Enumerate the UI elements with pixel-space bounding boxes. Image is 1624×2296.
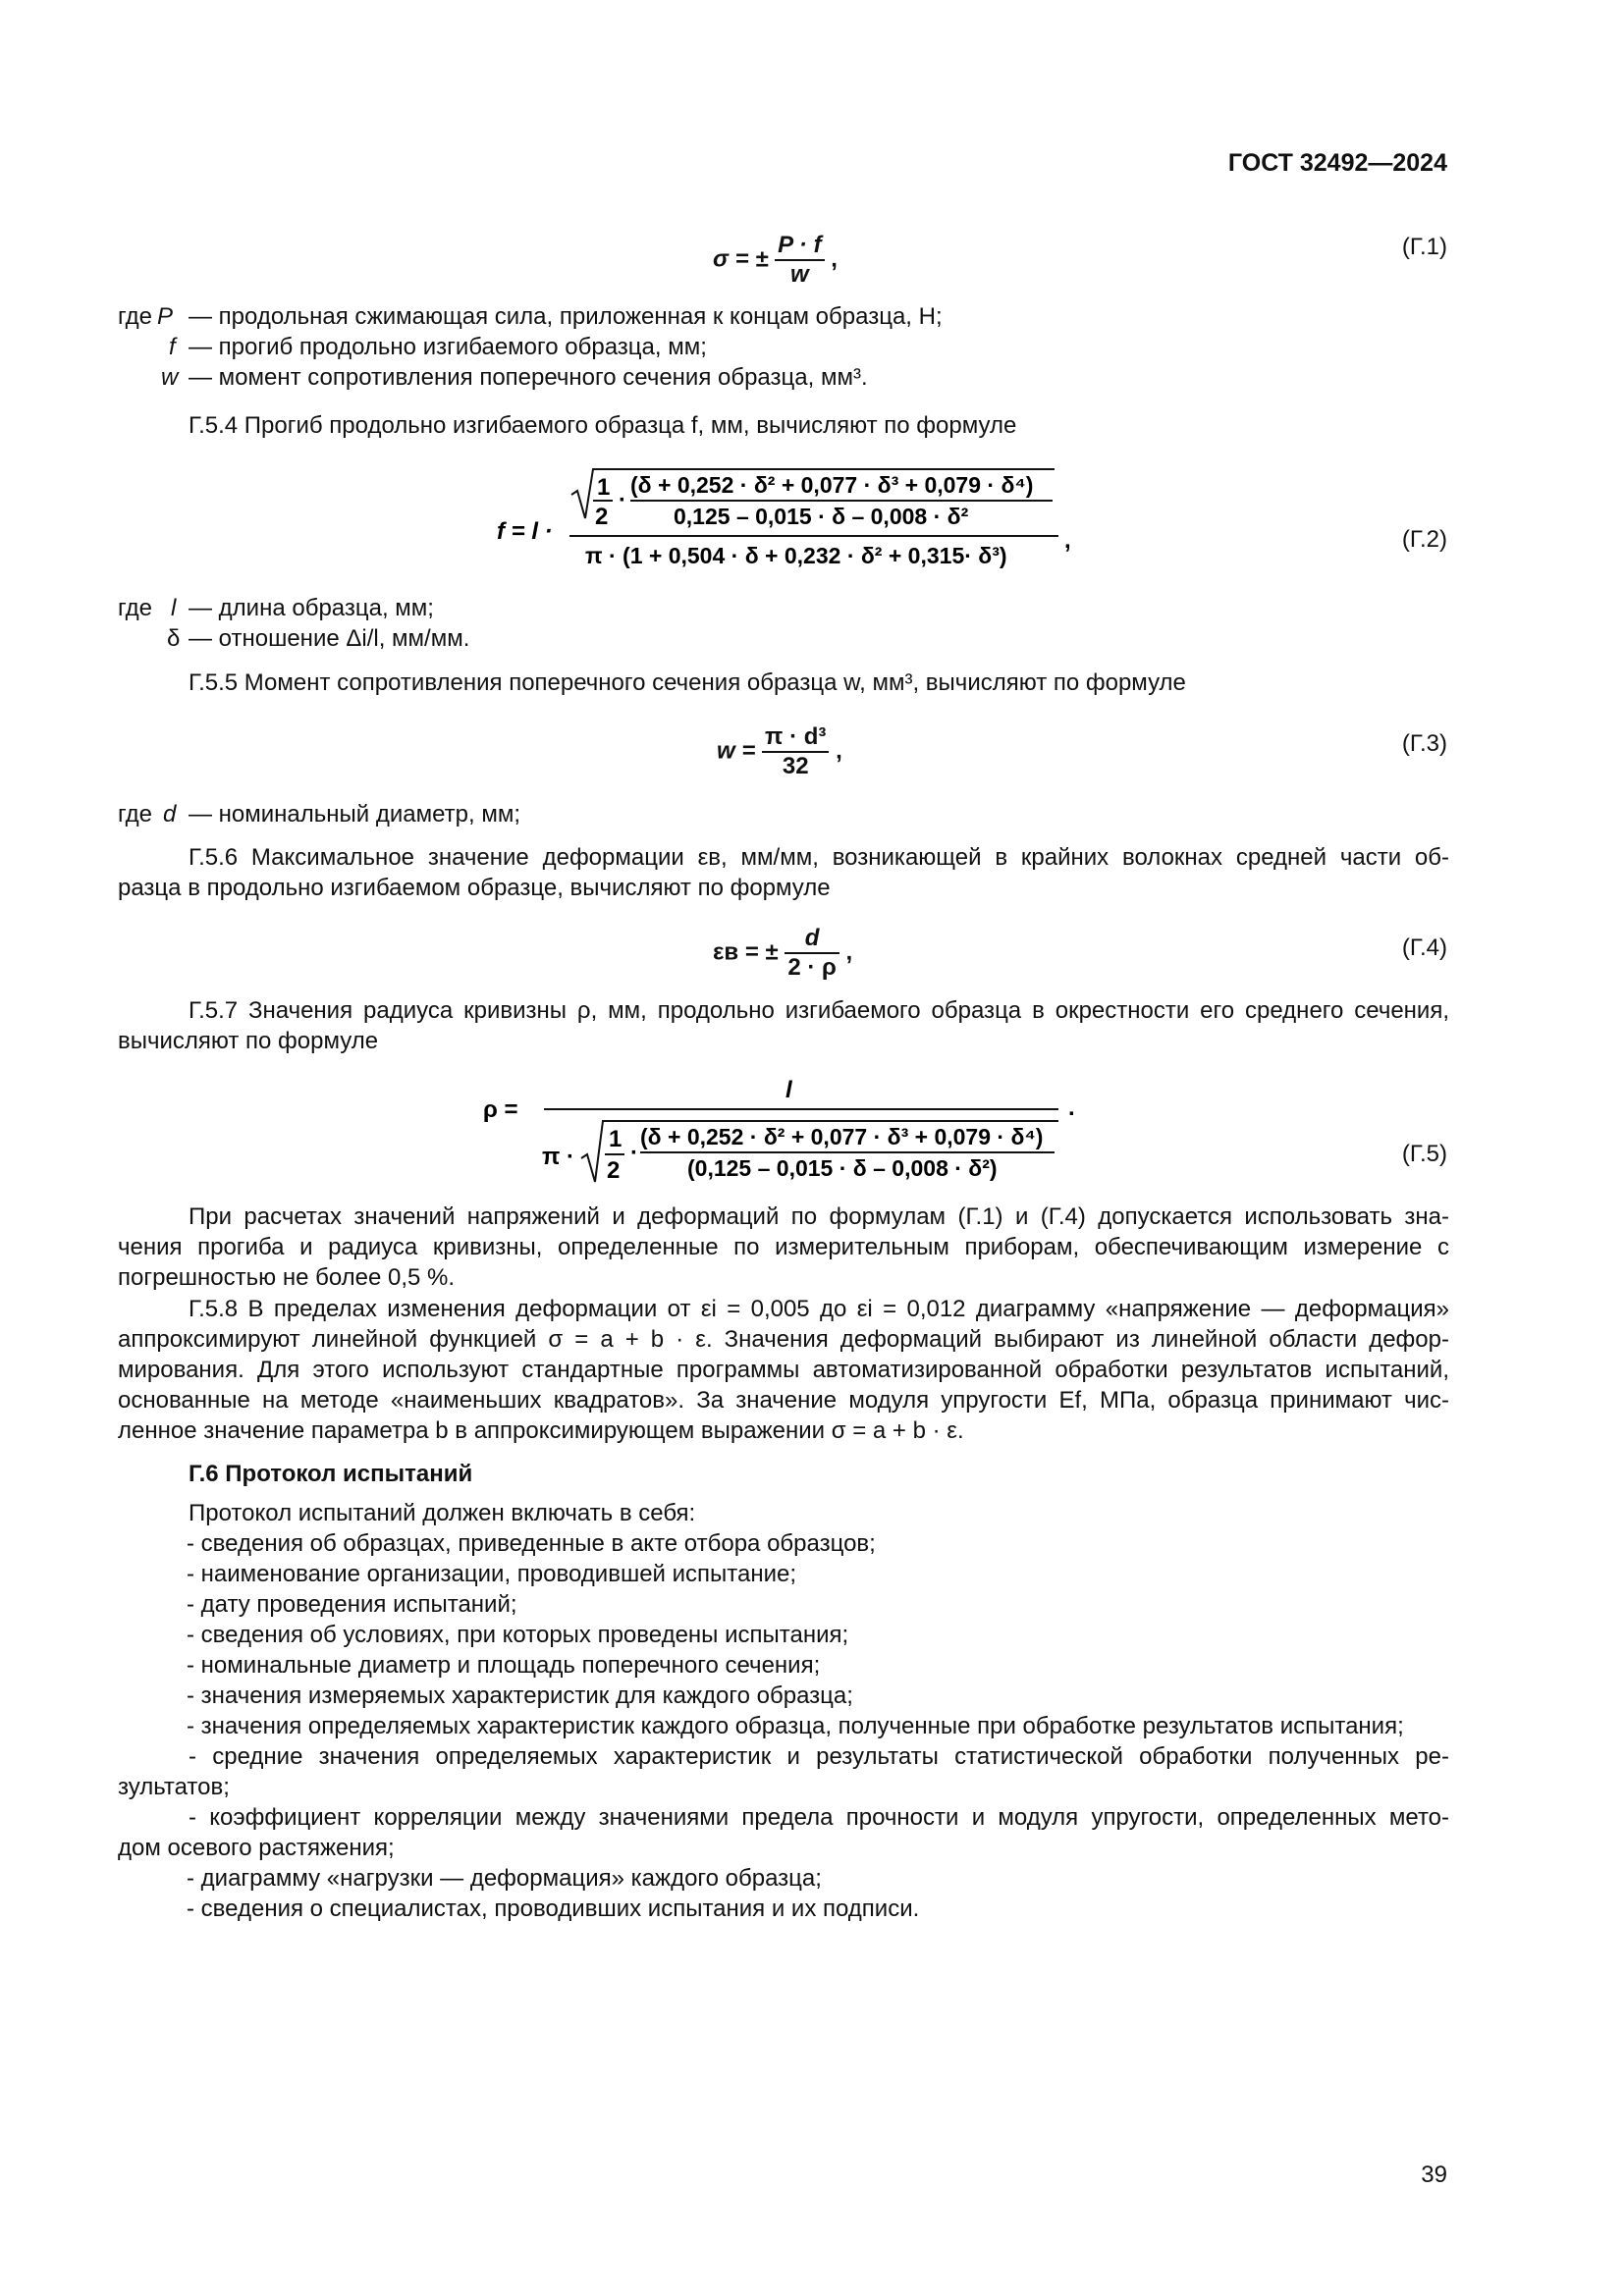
formula-g1-label: (Г.1) [1401,234,1447,260]
def-text: — отношение Δi/l, мм/мм. [189,625,470,652]
def-text: — номинальный диаметр, мм; [189,801,521,828]
formula-g2-label: (Г.2) [1401,526,1447,553]
inner-numerator: (δ + 0,252 · δ² + 0,077 · δ³ + 0,079 · δ⁴) [640,1124,1044,1149]
protocol-intro: Протокол испытаний должен включать в себя: [189,1500,696,1526]
formula-g5 [471,1074,1100,1192]
inner-numerator: (δ + 0,252 · δ² + 0,077 · δ³ + 0,079 · δ⁴) [630,472,1034,498]
formula-g3-label: (Г.3) [1401,730,1447,757]
paragraph-g57-line1: Г.5.7 Значения радиуса кривизны ρ, мм, продольно изгибаемого образца в окрестности его среднего сечения, [189,997,1449,1024]
def-symbol: P [157,303,174,330]
list-item: - номинальные диаметр и площадь поперечного сечения; [187,1652,821,1679]
formula-g1-fraction [775,232,824,289]
paragraph-g58-line3: мирования. Для этого используют стандартные программы автоматизированной обработки результатов испытаний, [118,1357,1449,1383]
def-text: — прогиб продольно изгибаемого образца, мм; [189,334,707,360]
formula-g2 [491,461,1080,589]
paragraph-g58-line1: Г.5.8 В пределах изменения деформации от εi = 0,005 до εi = 0,012 диаграмму «напряжение — деформация» [189,1296,1449,1322]
formula-g5-lhs: ρ = [483,1096,518,1123]
formula-g4-label: (Г.4) [1401,934,1447,961]
formula-g4-denominator: 2 · ρ [785,952,839,982]
formula-g3-numerator: π · d³ [765,723,827,750]
list-item: - сведения об образцах, приведенные в акте отбора образцов; [187,1530,876,1557]
list-item: - значения определяемых характеристик каждого образца, полученные при обработке результатов испытания; [187,1713,1404,1739]
def-symbol: l [171,595,177,621]
def-text: — длина образца, мм; [189,595,434,621]
list-item: - значения измеряемых характеристик для каждого образца; [187,1682,853,1709]
inner-denominator: 0,125 – 0,015 · δ – 0,008 · δ² [674,504,969,529]
formula-g3 [717,723,842,780]
paragraph-g58-line2: аппроксимируют линейной функцией σ = a + b · ε. Значения деформаций выбирают из линейной области дефор- [118,1326,1449,1353]
paragraph-g58-line4: основанные на методе «наименьших квадратов». За значение модуля упругости Ef, МПа, образца принимают чис- [118,1387,1449,1414]
formula-g1-lhs: σ = ± [713,245,769,273]
def-symbol: f [169,334,176,360]
formula-g4-fraction [785,925,839,982]
formula-g4-lhs: εв = ± [713,938,779,966]
paragraph-calc-line2: чения прогиба и радиуса кривизны, определенные по измерительным приборам, обеспечивающим измерение с [118,1234,1449,1260]
list-item-avg-line1: - средние значения определяемых характеристик и результаты статистической обработки полученных ре- [189,1743,1449,1770]
paragraph-calc-line3: погрешностью не более 0,5 %. [118,1264,456,1291]
formula-g1-tail: , [831,245,838,273]
formula-g4 [713,925,852,982]
dot: · [619,487,626,513]
half-denominator: 2 [607,1157,621,1184]
formula-g4-numerator: d [804,925,820,951]
list-item: - наименование организации, проводившей испытание; [187,1561,797,1587]
paragraph-calc-line1: При расчетах значений напряжений и деформаций по формулам (Г.1) и (Г.4) допускается использовать зна- [189,1203,1449,1230]
paragraph-g57-line2: вычисляют по формуле [118,1028,379,1054]
def-prefix: где [118,303,153,330]
half-numerator: 1 [609,1126,623,1152]
list-item-corr-line2: дом осевого растяжения; [118,1835,395,1861]
formula-g4-tail: , [845,938,853,966]
paragraph-g58-line5: ленное значение параметра b в аппроксимирующем выражении σ = a + b · ε. [118,1417,964,1444]
list-item: - диаграмму «нагрузки — деформация» каждого образца; [187,1865,822,1892]
standard-header: ГОСТ 32492—2024 [1227,149,1447,177]
list-item: - сведения о специалистах, проводивших испытания и их подписи. [187,1896,920,1922]
formula-g3-lhs: w = [717,737,756,765]
page-number: 39 [1421,2162,1447,2188]
half-numerator: 1 [597,474,611,501]
paragraph-g56-line2: разца в продольно изгибаемом образце, вычисляют по формуле [118,875,831,901]
definition-list-3 [118,799,1198,829]
paragraph-g54: Г.5.4 Прогиб продольно изгибаемого образца f, мм, вычисляют по формуле [189,412,1017,439]
list-item-corr-line1: - коэффициент корреляции между значениями предела прочности и модуля упругости, определенных мето- [189,1804,1449,1831]
def-prefix: где [118,595,153,621]
formula-g1 [713,232,838,289]
formula-g1-denominator: w [775,259,824,289]
def-symbol: δ [167,625,181,652]
formula-g1-numerator: P · f [778,232,822,258]
definition-list-1 [118,301,1198,393]
formula-g5-label: (Г.5) [1401,1141,1447,1167]
pi-factor: π · [542,1144,575,1170]
list-item: - сведения об условиях, при которых проведены испытания; [187,1622,849,1648]
list-item-avg-line2: зультатов; [118,1774,230,1800]
half-denominator: 2 [595,504,609,530]
paragraph-g56-line1: Г.5.6 Максимальное значение деформации εв, мм/мм, возникающей в крайних волокнах средней части об- [189,844,1449,871]
formula-g3-denominator: 32 [762,751,829,780]
formula-g5-tail: . [1068,1095,1075,1121]
formula-g3-fraction [762,723,829,780]
formula-g3-tail: , [836,737,842,765]
section-g6-heading: Г.6 Протокол испытаний [189,1461,473,1487]
definition-list-2 [118,593,1198,654]
formula-g2-tail: , [1064,527,1071,554]
list-item: - дату проведения испытаний; [187,1591,517,1618]
formula-g5-numerator: l [785,1077,792,1103]
def-symbol: d [163,801,177,828]
def-text: — продольная сжимающая сила, приложенная к концам образца, Н; [189,303,943,330]
def-symbol: w [161,364,179,391]
outer-denominator: π · (1 + 0,504 · δ + 0,232 · δ² + 0,315· δ³) [585,543,1007,568]
def-prefix: где [118,801,153,828]
paragraph-g55: Г.5.5 Момент сопротивления поперечного сечения образца w, мм³, вычисляют по формуле [189,669,1186,696]
dot: · [630,1140,638,1166]
formula-g2-lhs: f = l · [497,518,553,545]
inner-denominator: (0,125 – 0,015 · δ – 0,008 · δ²) [687,1155,998,1181]
def-text: — момент сопротивления поперечного сечения образца, мм³. [189,364,868,391]
